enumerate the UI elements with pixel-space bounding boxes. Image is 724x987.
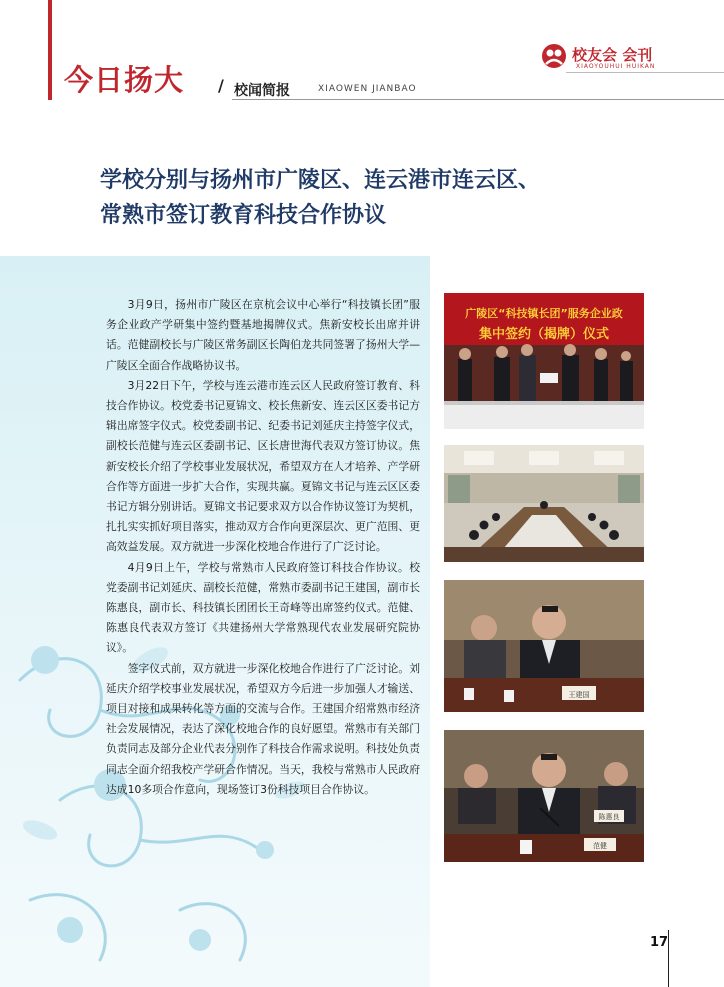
- paragraph-1: 3月9日，扬州市广陵区在京杭会议中心举行“科技镇长团”服务企业政产学研集中签约暨基地揭牌仪式。焦新安校长出席并讲话。范健副校长与广陵区常务副区长陶伯龙共同签署了扬州大学—广陵区全面合作战略协议书。: [106, 298, 420, 372]
- nameplate-4a: 范健: [593, 842, 607, 850]
- article-body: [106, 295, 420, 800]
- banner-text-2: 集中签约（揭牌）仪式: [478, 327, 610, 342]
- header-accent-bar: [48, 0, 52, 100]
- photo-conference-room: [444, 445, 644, 562]
- paragraph-2: 3月22日下午，学校与连云港市连云区人民政府签订教育、科技合作协议。校党委书记夏锦文、校长焦新安、连云区区委书记方辑出席签字仪式。校党委副书记、纪委书记刘延庆主持签字仪式，副校长范健与连云区委副书记、区长唐世海代表双方签订协议。焦新安校长介绍了学校事业发展状况，希望双方在人才培养、产学研合作等方面进一步扩大合作，实现共赢。夏锦文书记与连云区区委书记方辑分别讲话。夏锦文书记要求双方以合作协议签订为契机，扎扎实实抓好项目落实，推动双方合作向更深层次、更广范围、更高效益发展。双方就进一步深化校地合作进行了广泛讨论。: [106, 378, 420, 554]
- section-title: 今日扬大: [64, 63, 185, 97]
- paragraph-4: 签字仪式前，双方就进一步深化校地合作进行了广泛讨论。刘延庆介绍学校事业发展状况，希望双方今后进一步加强人才输送、项目对接和成果转化等方面的交流与合作。王建国介绍常熟市经济社会发展情况，表达了深化校地合作的良好愿望。常熟市有关部门负责同志及部分企业代表分别作了科技合作需求说明。科技处负责同志全面介绍我校产学研合作情况。当天，我校与常熟市人民政府达成10多项合作意向，现场签订3份科技项目合作协议。: [106, 661, 420, 796]
- column-name: 校闻简报: [234, 83, 290, 99]
- article-title-line-2: 常熟市签订教育科技合作协议: [100, 202, 387, 228]
- banner-text-1: 广陵区“科技镇长团”服务企业政: [465, 307, 623, 320]
- nameplate-4b: 陈惠良: [598, 813, 620, 821]
- page-number-rule: [668, 930, 669, 987]
- page-number: 17: [650, 935, 669, 950]
- header-separator: /: [218, 76, 224, 95]
- photo-speaker-2: [444, 730, 644, 862]
- photo-speaker-1: [444, 580, 644, 712]
- header-rule: [232, 99, 724, 100]
- article-title-line-1: 学校分别与扬州市广陵区、连云港市连云区、: [100, 167, 541, 193]
- photo-signing-ceremony: [444, 293, 644, 429]
- logo-rule: [566, 72, 724, 73]
- logo-pinyin: XIAOYOUHUI HUIKAN: [576, 63, 656, 70]
- nameplate-3: 王建国: [568, 691, 590, 699]
- logo-text: 校友会 会刊: [572, 46, 653, 64]
- column-pinyin: XIAOWEN JIANBAO: [318, 84, 417, 94]
- alumni-logo-icon: [540, 42, 568, 70]
- article-title: [100, 163, 660, 233]
- paragraph-3: 4月9日上午，学校与常熟市人民政府签订科技合作协议。校党委副书记刘延庆、副校长范健，常熟市委副书记王建国，副市长陈惠良，副市长、科技镇长团团长王奇峰等出席签约仪式。范健、陈惠良代表双方签订《共建扬州大学常熟现代农业发展研究院协议》。: [106, 560, 420, 655]
